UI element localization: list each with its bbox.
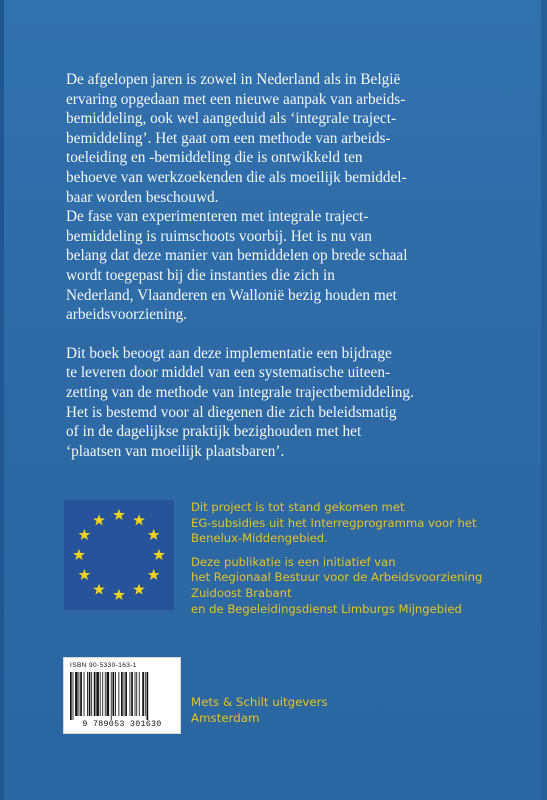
barcode-bar [75,672,78,716]
isbn-number: ISBN 90-5330-163-1 [70,662,137,669]
barcode-bar [124,672,125,716]
flag-star-icon [113,589,125,600]
blurb-paragraph-1: De afgelopen jaren is zowel in Nederland als in België ervaring opgedaan met een nieuwe aanpak van arbeids- bemiddeling, ook wel aangeduid als ‘integrale traject- bemiddeling’. Het gaat om een methode van arbeids- toeleiding en -bemiddeling die is ontwikkeld ten behoeve van werkzoekenden die als moeilijk bemiddel- baar worden beschouwd. [66,71,407,206]
barcode-bar [87,672,88,716]
barcode-bar [96,672,99,716]
flag-star-icon [133,514,145,525]
blurb-paragraph-3: Dit boek beoogt aan deze implementatie een bijdrage te leveren door middel van een systematische uiteen- zetting van de methode van integrale trajectbemiddeling. Het is bestemd voor al diegenen die zich beleidsmatig of in de dagelijkse praktijk bezighouden met het ‘plaatsen van moeilijk plaatsbaren’. [66,344,414,460]
barcode-bar [130,672,131,716]
barcode-bar [145,672,146,716]
barcode-bar [70,672,72,720]
cover-right-edge [541,0,547,800]
barcode-bar [139,672,140,716]
barcode-label [63,657,181,734]
barcode-bar [89,672,91,716]
cover-spine-edge [0,0,4,800]
barcode-bar [113,672,115,716]
publisher-city: Amsterdam [191,711,260,725]
blurb-text [66,70,486,461]
publisher-name: Mets & Schilt uitgevers [191,695,328,709]
barcode-bar [73,672,74,720]
barcode-bar [142,672,144,716]
barcode-bar [79,672,80,716]
barcode-bar [111,672,112,720]
eu-flag-graphic [64,500,174,610]
barcode-bar [105,672,106,716]
barcode-bar [107,672,110,716]
funding-paragraph-2: Deze publikatie is een initiatief van het Regionaal Bestuur voor de Arbeidsvoorziening Zuidoost Brabant en de Begeleidingsdienst Limburgs Mijngebied [191,554,483,616]
funding-paragraph-1: Dit project is tot stand gekomen met EG-subsidies uit het Interregprogramma voor het Benelux-Middengebied. [191,500,477,546]
barcode-bar [136,672,137,716]
barcode-icon [69,672,175,720]
barcode-bar [118,672,119,716]
blurb-paragraph-2: De fase van experimenteren met integrale traject- bemiddeling is ruimschoots voorbij. Het is nu van belang dat deze manier van bemiddelen op brede schaal wordt toegepast bij die instanties die zich in Nederland, Vlaanderen en Wallonië bezig houden met arbeidsvoorziening. [66,208,408,324]
ean-number: 9 789053 301630 [82,720,162,729]
barcode-bar [125,672,127,716]
flag-star-icon [153,549,165,560]
flag-star-icon [93,583,105,594]
barcode-bar [84,672,85,716]
flag-star-icon [78,569,90,580]
eu-flag-icon [64,500,174,610]
flag-star-icon [78,529,90,540]
barcode-bar [131,672,133,716]
publisher-info [191,694,328,726]
barcode-bar [80,672,82,716]
flag-star-icon [133,583,145,594]
barcode-bar [102,672,103,716]
flag-star-icon [113,509,125,520]
barcode-bar [115,672,116,716]
funding-text [191,500,531,617]
barcode-bar [91,672,92,716]
flag-star-icon [148,529,160,540]
flag-star-icon [148,569,160,580]
barcode-bar [94,672,96,716]
flag-star-icon [93,514,105,525]
barcode-bar [100,672,101,716]
flag-star-icon [73,549,85,560]
barcode-bar [121,672,123,716]
barcode-bar [147,672,149,720]
barcode-bar [135,672,136,716]
